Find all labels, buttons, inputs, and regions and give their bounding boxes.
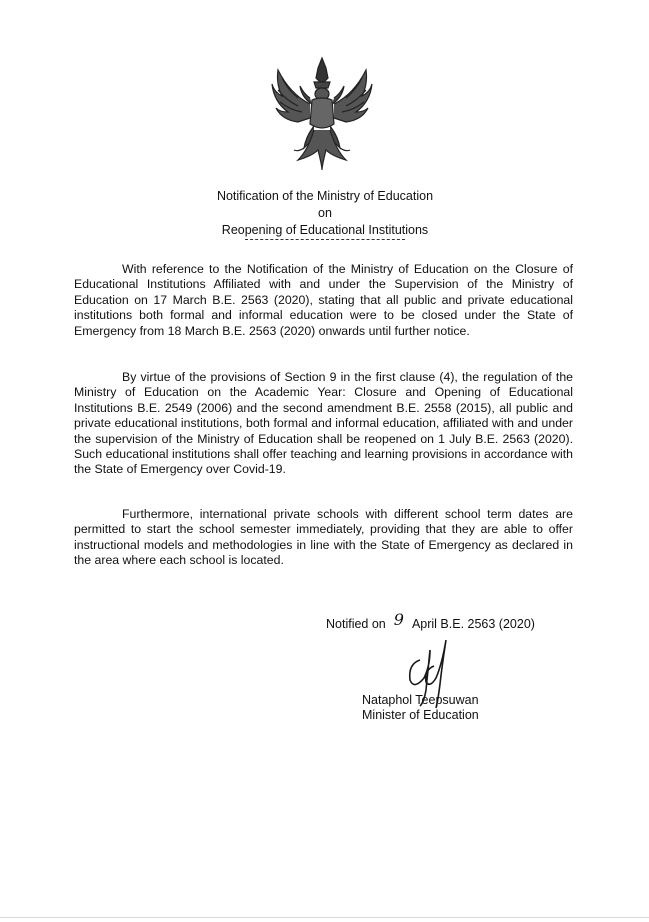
page-edge-line (0, 917, 649, 918)
body-paragraph-3: Furthermore, international private schools with different school term dates are permitted to start the school semester immediately, providing that they are able to offer instructional models and methodologies in line with the State of Emergency as declared in the area where each school is located. (74, 507, 573, 568)
heading-divider (245, 239, 405, 240)
heading-line-subject: Reopening of Educational Institutions (221, 223, 429, 237)
body-paragraph-2: By virtue of the provisions of Section 9 in the first clause (4), the regulation of the Ministry of Education on the Academic Year: Closure and Opening of Educational Institutions B.E. 2549 (2006) and the second amendment B.E. 2558 (2015), all public and private educational institutions, both formal and informal education, affiliated with and under the supervision of the Ministry of Education shall be reopened on 1 July B.E. 2563 (2020). Such educational institutions shall offer teaching and learning provisions in accordance with the State of Emergency over Covid-19. (74, 370, 573, 477)
notified-label: Notified on (326, 617, 386, 631)
signatory-name: Nataphol Teepsuwan (362, 693, 479, 707)
garuda-emblem-icon (268, 54, 376, 172)
notified-day: 9 (393, 610, 404, 629)
heading-line-title: Notification of the Ministry of Education (216, 189, 434, 203)
notified-date: April B.E. 2563 (2020) (411, 617, 535, 631)
heading-line-on: on (318, 206, 332, 220)
body-paragraph-1: With reference to the Notification of the Ministry of Education on the Closure of Educational Institutions Affiliated with and under the Supervision of the Ministry of Education on 17 March B.E. 2563 (2020), stating that all public and private educational institutions both formal and informal education were to be closed under the State of Emergency from 18 March B.E. 2563 (2020) onwards until further notice. (74, 262, 573, 338)
signatory-title: Minister of Education (362, 708, 479, 722)
